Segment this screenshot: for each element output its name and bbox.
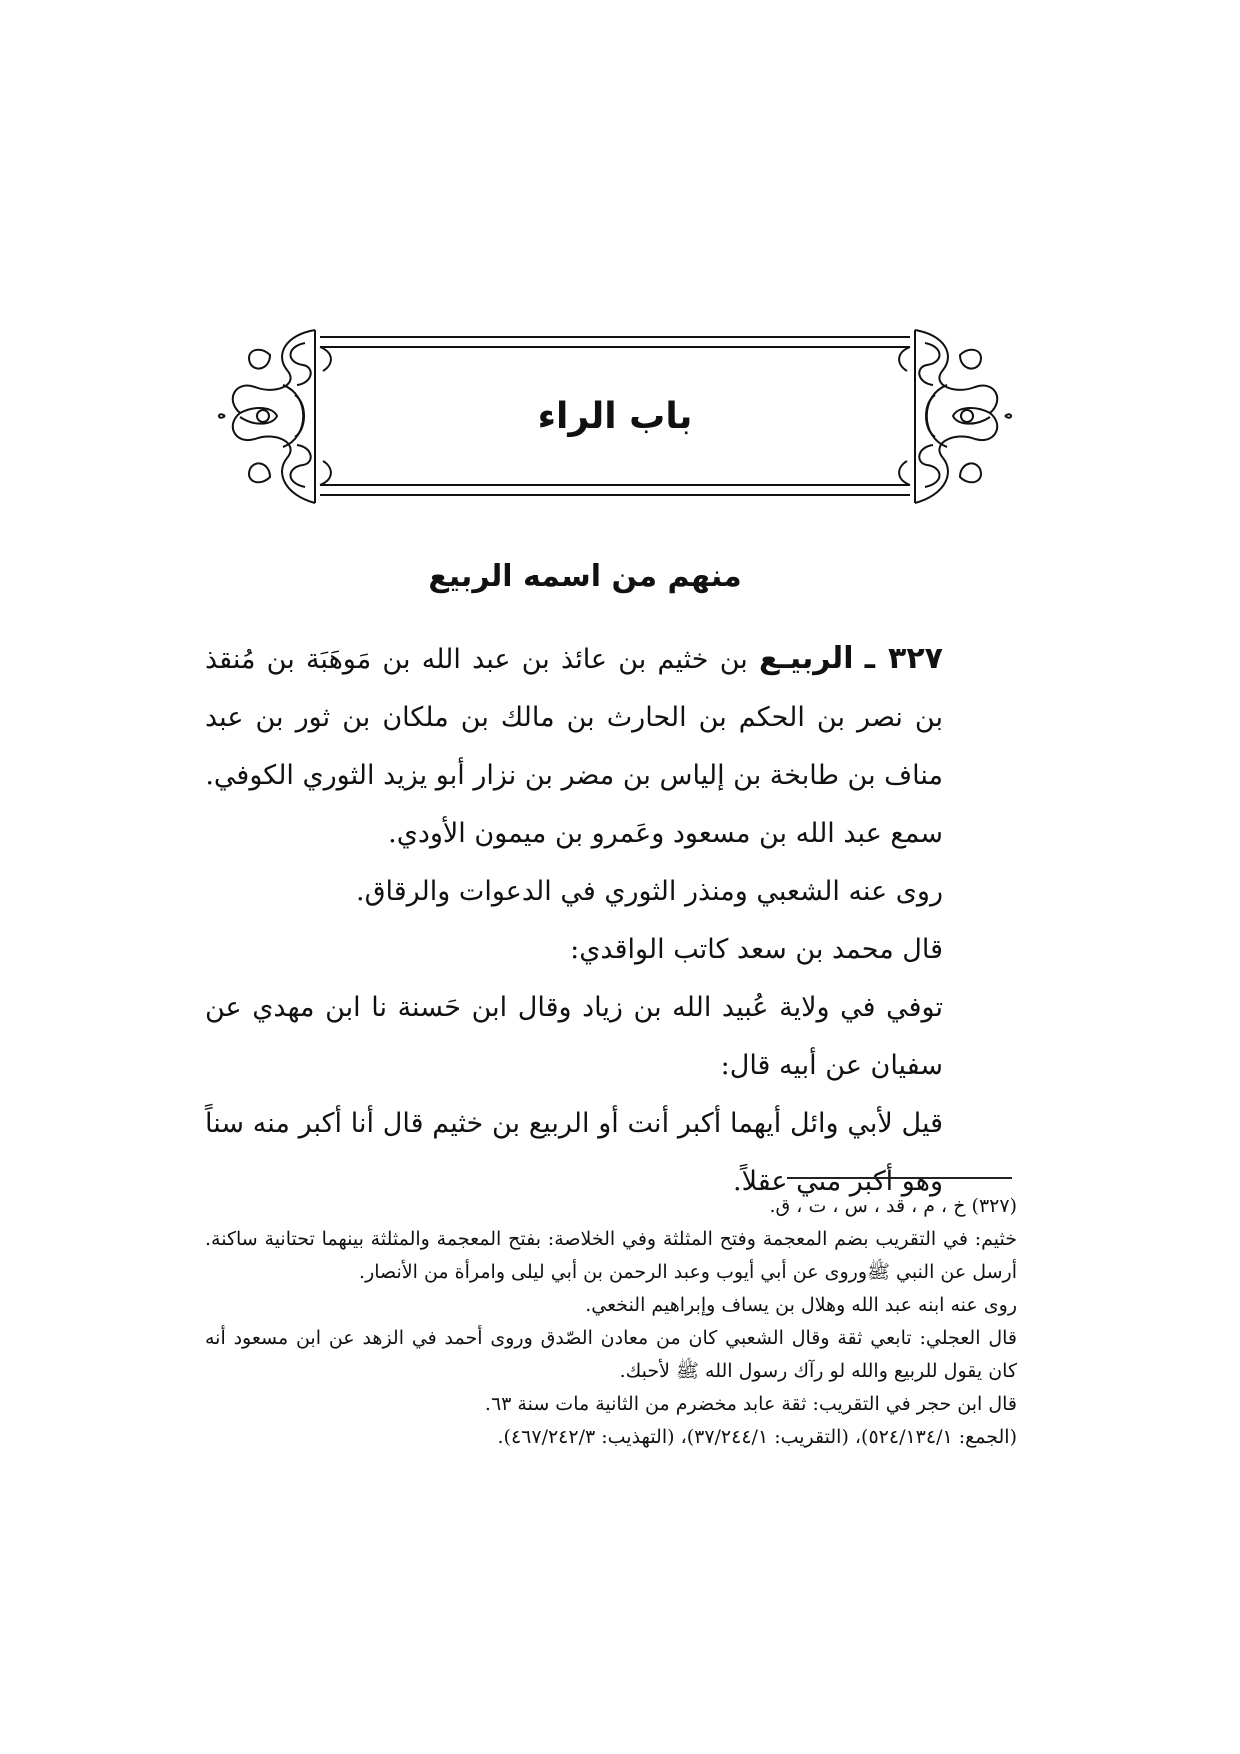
entry-paragraph: سمع عبد الله بن مسعود وعَمرو بن ميمون الأودي.	[388, 818, 943, 849]
chapter-header-frame	[215, 325, 1015, 520]
section-heading: منهم من اسمه الربيع	[428, 559, 742, 594]
footnote-line: روى عنه ابنه عبد الله وهلال بن يساف وإبراهيم النخعي.	[585, 1294, 1017, 1316]
footnote-line: (٣٢٧) خ ، م ، قد ، س ، ت ، ق.	[769, 1195, 1017, 1217]
entry-lead-paragraph	[205, 630, 1005, 805]
footnote-line: خثيم: في التقريب بضم المعجمة وفتح المثلثة وفي الخلاصة: بفتح المعجمة والمثلثة بينهما تحتانية ساكنة. أرسل عن النبي ﷺوروى عن أبي أيوب وعبد الرحمن بن أبي ليلى وامرأة من الأنصار.	[205, 1228, 1017, 1283]
biography-entry	[205, 630, 1005, 1211]
entry-paragraph: قيل لأبي وائل أيهما أكبر أنت أو الربيع بن خثيم قال أنا أكبر منه سناً وهو أكبر مني عقلاً.	[205, 1108, 943, 1197]
entry-name: الربيـع	[759, 641, 854, 676]
entry-lineage: بن خثيم بن عائذ بن عبد الله بن مَوهَبَة بن مُنقذ بن نصر بن الحكم بن الحارث بن مالك بن ملكان بن ثور بن عبد مناف بن طابخة بن إلياس بن مضر بن نزار أبو يزيد الثوري الكوفي.	[205, 644, 943, 791]
entry-paragraph: قال محمد بن سعد كاتب الواقدي:	[570, 934, 943, 965]
entry-paragraph: توفي في ولاية عُبيد الله بن زياد وقال ابن حَسنة نا ابن مهدي عن سفيان عن أبيه قال:	[205, 992, 943, 1081]
footnote-line: قال العجلي: تابعي ثقة وقال الشعبي كان من معادن الصّدق وروى أحمد في الزهد عن ابن مسعود أنه كان يقول للربيع والله لو رآك رسول الله ﷺ لأحبك.	[205, 1327, 1017, 1382]
chapter-title: باب الراء	[537, 396, 693, 437]
footnote-divider	[787, 1177, 1012, 1179]
footnote-line: (الجمع: ٥٢٤/١٣٤/١)، (التقريب: ٣٧/٢٤٤/١)، (التهذيب: ٤٦٧/٢٤٢/٣).	[497, 1426, 1017, 1448]
entry-number: ٣٢٧ ـ	[864, 641, 943, 676]
footnote-line: قال ابن حجر في التقريب: ثقة عابد مخضرم من الثانية مات سنة ٦٣.	[484, 1393, 1017, 1415]
footnotes	[205, 1190, 1017, 1454]
entry-paragraph: روى عنه الشعبي ومنذر الثوري في الدعوات والرقاق.	[356, 876, 943, 907]
